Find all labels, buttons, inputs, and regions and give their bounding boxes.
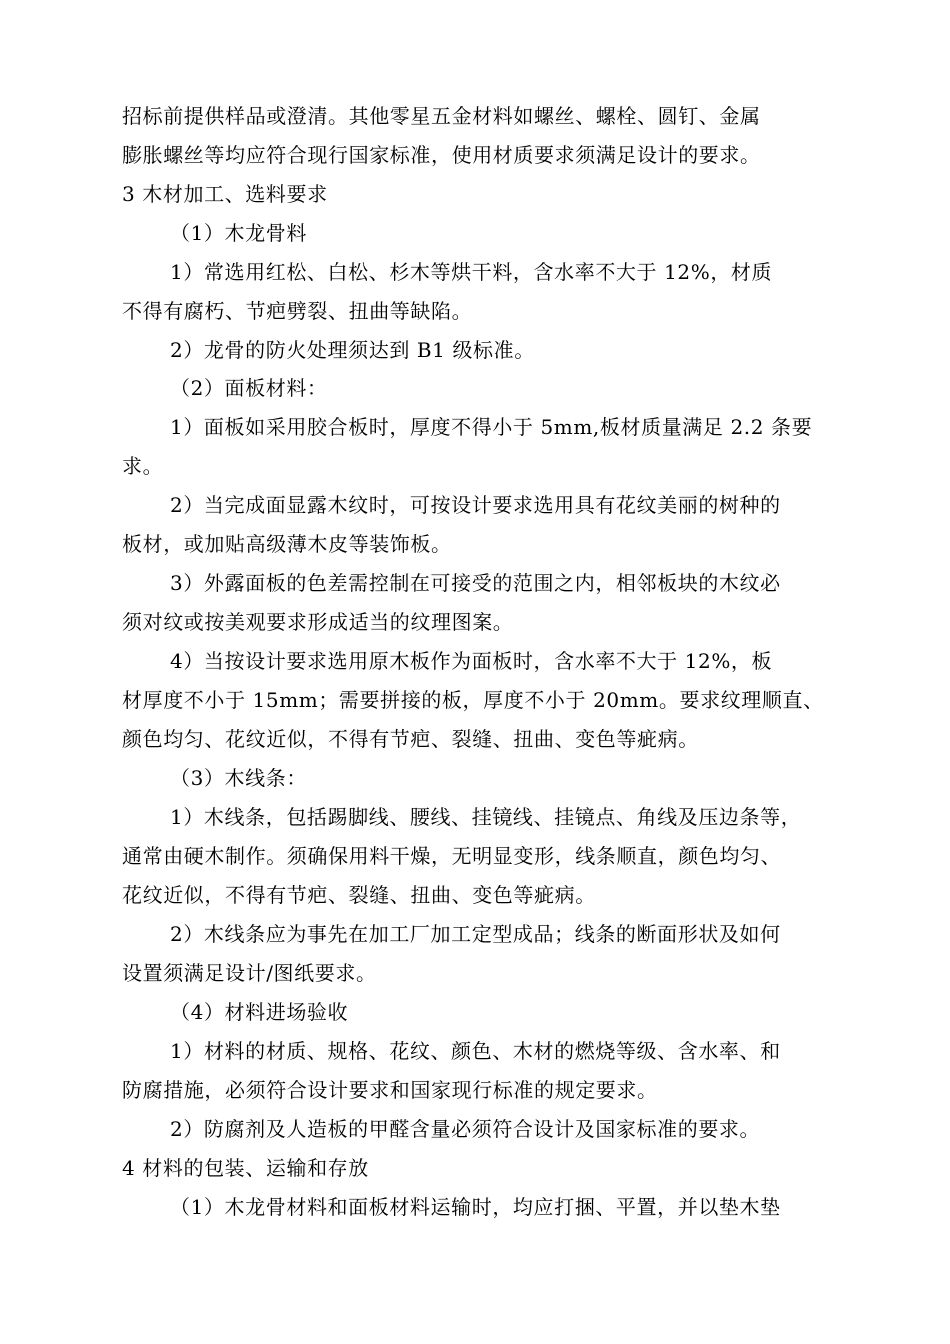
text-line: 4）当按设计要求选用原木板作为面板时，含水率不大于 12%，板 <box>170 649 773 673</box>
text-line: 招标前提供样品或澄清。其他零星五金材料如螺丝、螺栓、圆钉、金属 <box>122 104 761 128</box>
text-line: 2）龙骨的防火处理须达到 B1 级标准。 <box>170 338 535 362</box>
text-line: 颜色均匀、花纹近似，不得有节疤、裂缝、扭曲、变色等疵病。 <box>122 727 699 751</box>
section-heading: 4 材料的包装、运输和存放 <box>122 1156 369 1180</box>
text-line: 膨胀螺丝等均应符合现行国家标准，使用材质要求须满足设计的要求。 <box>122 143 761 167</box>
text-line: 2）木线条应为事先在加工厂加工定型成品；线条的断面形状及如何 <box>170 922 781 946</box>
text-line: 板材，或加贴高级薄木皮等装饰板。 <box>122 532 452 556</box>
text-line: （1）木龙骨材料和面板材料运输时，均应打捆、平置，并以垫木垫 <box>170 1195 781 1219</box>
text-line: 通常由硬木制作。须确保用料干燥，无明显变形，线条顺直，颜色均匀、 <box>122 844 782 868</box>
text-line: 1）常选用红松、白松、杉木等烘干料，含水率不大于 12%，材质 <box>170 260 773 284</box>
text-line: 须对纹或按美观要求形成适当的纹理图案。 <box>122 610 514 634</box>
text-line: 防腐措施，必须符合设计要求和国家现行标准的规定要求。 <box>122 1078 658 1102</box>
text-line: 材厚度不小于 15mm；需要拼接的板，厚度不小于 20mm。要求纹理顺直、 <box>122 688 824 712</box>
subsection-heading: （1）木龙骨料 <box>170 221 307 245</box>
section-heading: 3 木材加工、选料要求 <box>122 182 328 206</box>
text-line: 设置须满足设计/图纸要求。 <box>122 961 377 985</box>
text-line: 求。 <box>122 454 164 478</box>
subsection-heading: （2）面板材料： <box>170 376 328 400</box>
text-line: 1）木线条，包括踢脚线、腰线、挂镜线、挂镜点、角线及压边条等， <box>170 805 802 829</box>
text-line: 2）当完成面显露木纹时，可按设计要求选用具有花纹美丽的树种的 <box>170 493 781 517</box>
text-line: 1）面板如采用胶合板时，厚度不得小于 5mm,板材质量满足 2.2 条要 <box>170 415 813 439</box>
subsection-heading: （3）木线条： <box>170 766 307 790</box>
text-line: 不得有腐朽、节疤劈裂、扭曲等缺陷。 <box>122 299 473 323</box>
text-line: 3）外露面板的色差需控制在可接受的范围之内，相邻板块的木纹必 <box>170 571 781 595</box>
text-line: 1）材料的材质、规格、花纹、颜色、木材的燃烧等级、含水率、和 <box>170 1039 781 1063</box>
text-line: 2）防腐剂及人造板的甲醛含量必须符合设计及国家标准的要求。 <box>170 1117 761 1141</box>
text-line: 花纹近似，不得有节疤、裂缝、扭曲、变色等疵病。 <box>122 883 596 907</box>
subsection-heading: （4）材料进场验收 <box>170 1000 349 1024</box>
